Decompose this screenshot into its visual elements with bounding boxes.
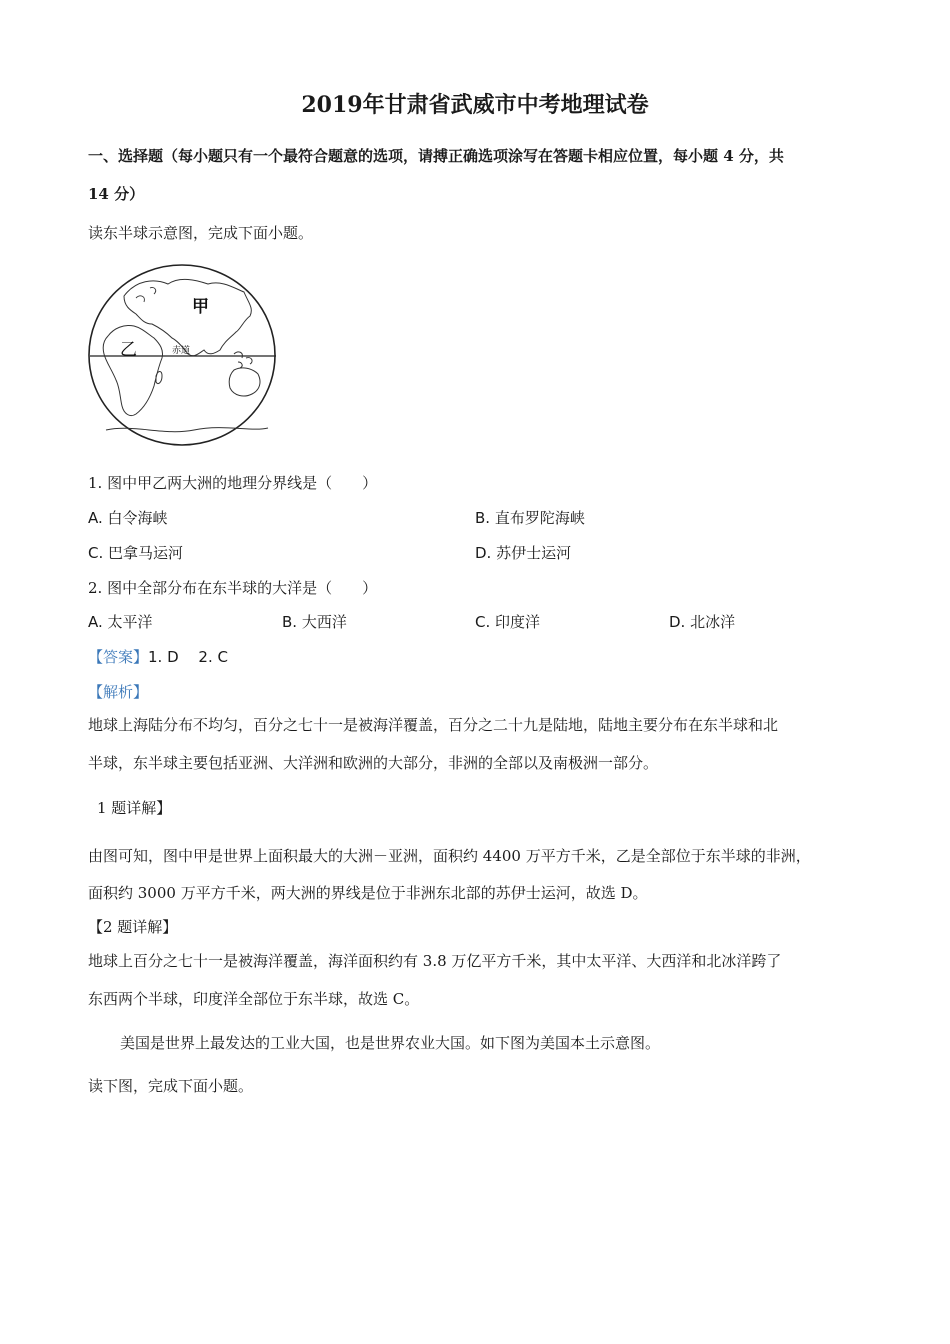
answer-line xyxy=(88,646,228,667)
analysis-tag: 【解析】 xyxy=(88,683,149,701)
detail2-heading: 【2 题详解】 xyxy=(88,918,178,936)
label-equator: 赤道 xyxy=(172,346,191,356)
detail1-line2: 面积约 3000 万平方千米，两大洲的界线是位于非洲东北部的苏伊士运河，故选 D。 xyxy=(88,884,648,902)
eastern-hemisphere-map xyxy=(84,258,284,450)
detail2-line2: 东西两个半球，印度洋全部位于东半球，故选 C。 xyxy=(88,990,420,1008)
section-heading-line2: 14 分） xyxy=(88,185,145,203)
analysis-line2: 半球，东半球主要包括亚洲、大洋洲和欧洲的大部分，非洲的全部以及南极洲一部分。 xyxy=(88,754,659,772)
intro3-text: 读下图，完成下面小题。 xyxy=(88,1077,254,1095)
intro-text: 读东半球示意图，完成下面小题。 xyxy=(88,224,314,242)
detail1-heading: 1 题详解】 xyxy=(97,799,172,817)
q2-option-b[interactable]: B. 大西洋 xyxy=(282,613,347,631)
section-heading-line1: 一、选择题（每小题只有一个最符合题意的选项，请搏正确选项涂写在答题卡相应位置，每小题 4 分，共 xyxy=(88,147,784,165)
q2-option-d[interactable]: D. 北冰洋 xyxy=(669,613,736,631)
intro2-text: 美国是世界上最发达的工业大国，也是世界农业大国。如下图为美国本土示意图。 xyxy=(120,1034,661,1052)
q2-option-a[interactable]: A. 太平洋 xyxy=(88,613,153,631)
q1-option-c[interactable]: C. 巴拿马运河 xyxy=(88,544,184,562)
q1-option-d[interactable]: D. 苏伊士运河 xyxy=(475,544,572,562)
q1-option-b[interactable]: B. 直布罗陀海峡 xyxy=(475,509,585,527)
label-jia: 甲 xyxy=(192,297,209,317)
page-title: 2019年甘肃省武威市中考地理试卷 xyxy=(301,92,649,118)
q2-stem: 2. 图中全部分布在东半球的大洋是（ ） xyxy=(88,579,378,597)
q1-option-a[interactable]: A. 白令海峡 xyxy=(88,509,168,527)
detail2-line1: 地球上百分之七十一是被海洋覆盖，海洋面积约有 3.8 万亿平方千米，其中太平洋、大西洋和北冰洋跨了 xyxy=(88,952,782,970)
answer-text: 1. D 2. C xyxy=(148,648,228,666)
q1-stem: 1. 图中甲乙两大洲的地理分界线是（ ） xyxy=(88,474,378,492)
detail1-line1: 由图可知，图中甲是世界上面积最大的大洲－亚洲，面积约 4400 万平方千米，乙是全部位于东半球的非洲， xyxy=(88,847,811,865)
analysis-line1: 地球上海陆分布不均匀，百分之七十一是被海洋覆盖，百分之二十九是陆地，陆地主要分布在东半球和北 xyxy=(88,716,779,734)
q2-option-c[interactable]: C. 印度洋 xyxy=(475,613,541,631)
label-yi: 乙 xyxy=(120,340,137,360)
answer-tag: 【答案】 xyxy=(88,648,149,666)
